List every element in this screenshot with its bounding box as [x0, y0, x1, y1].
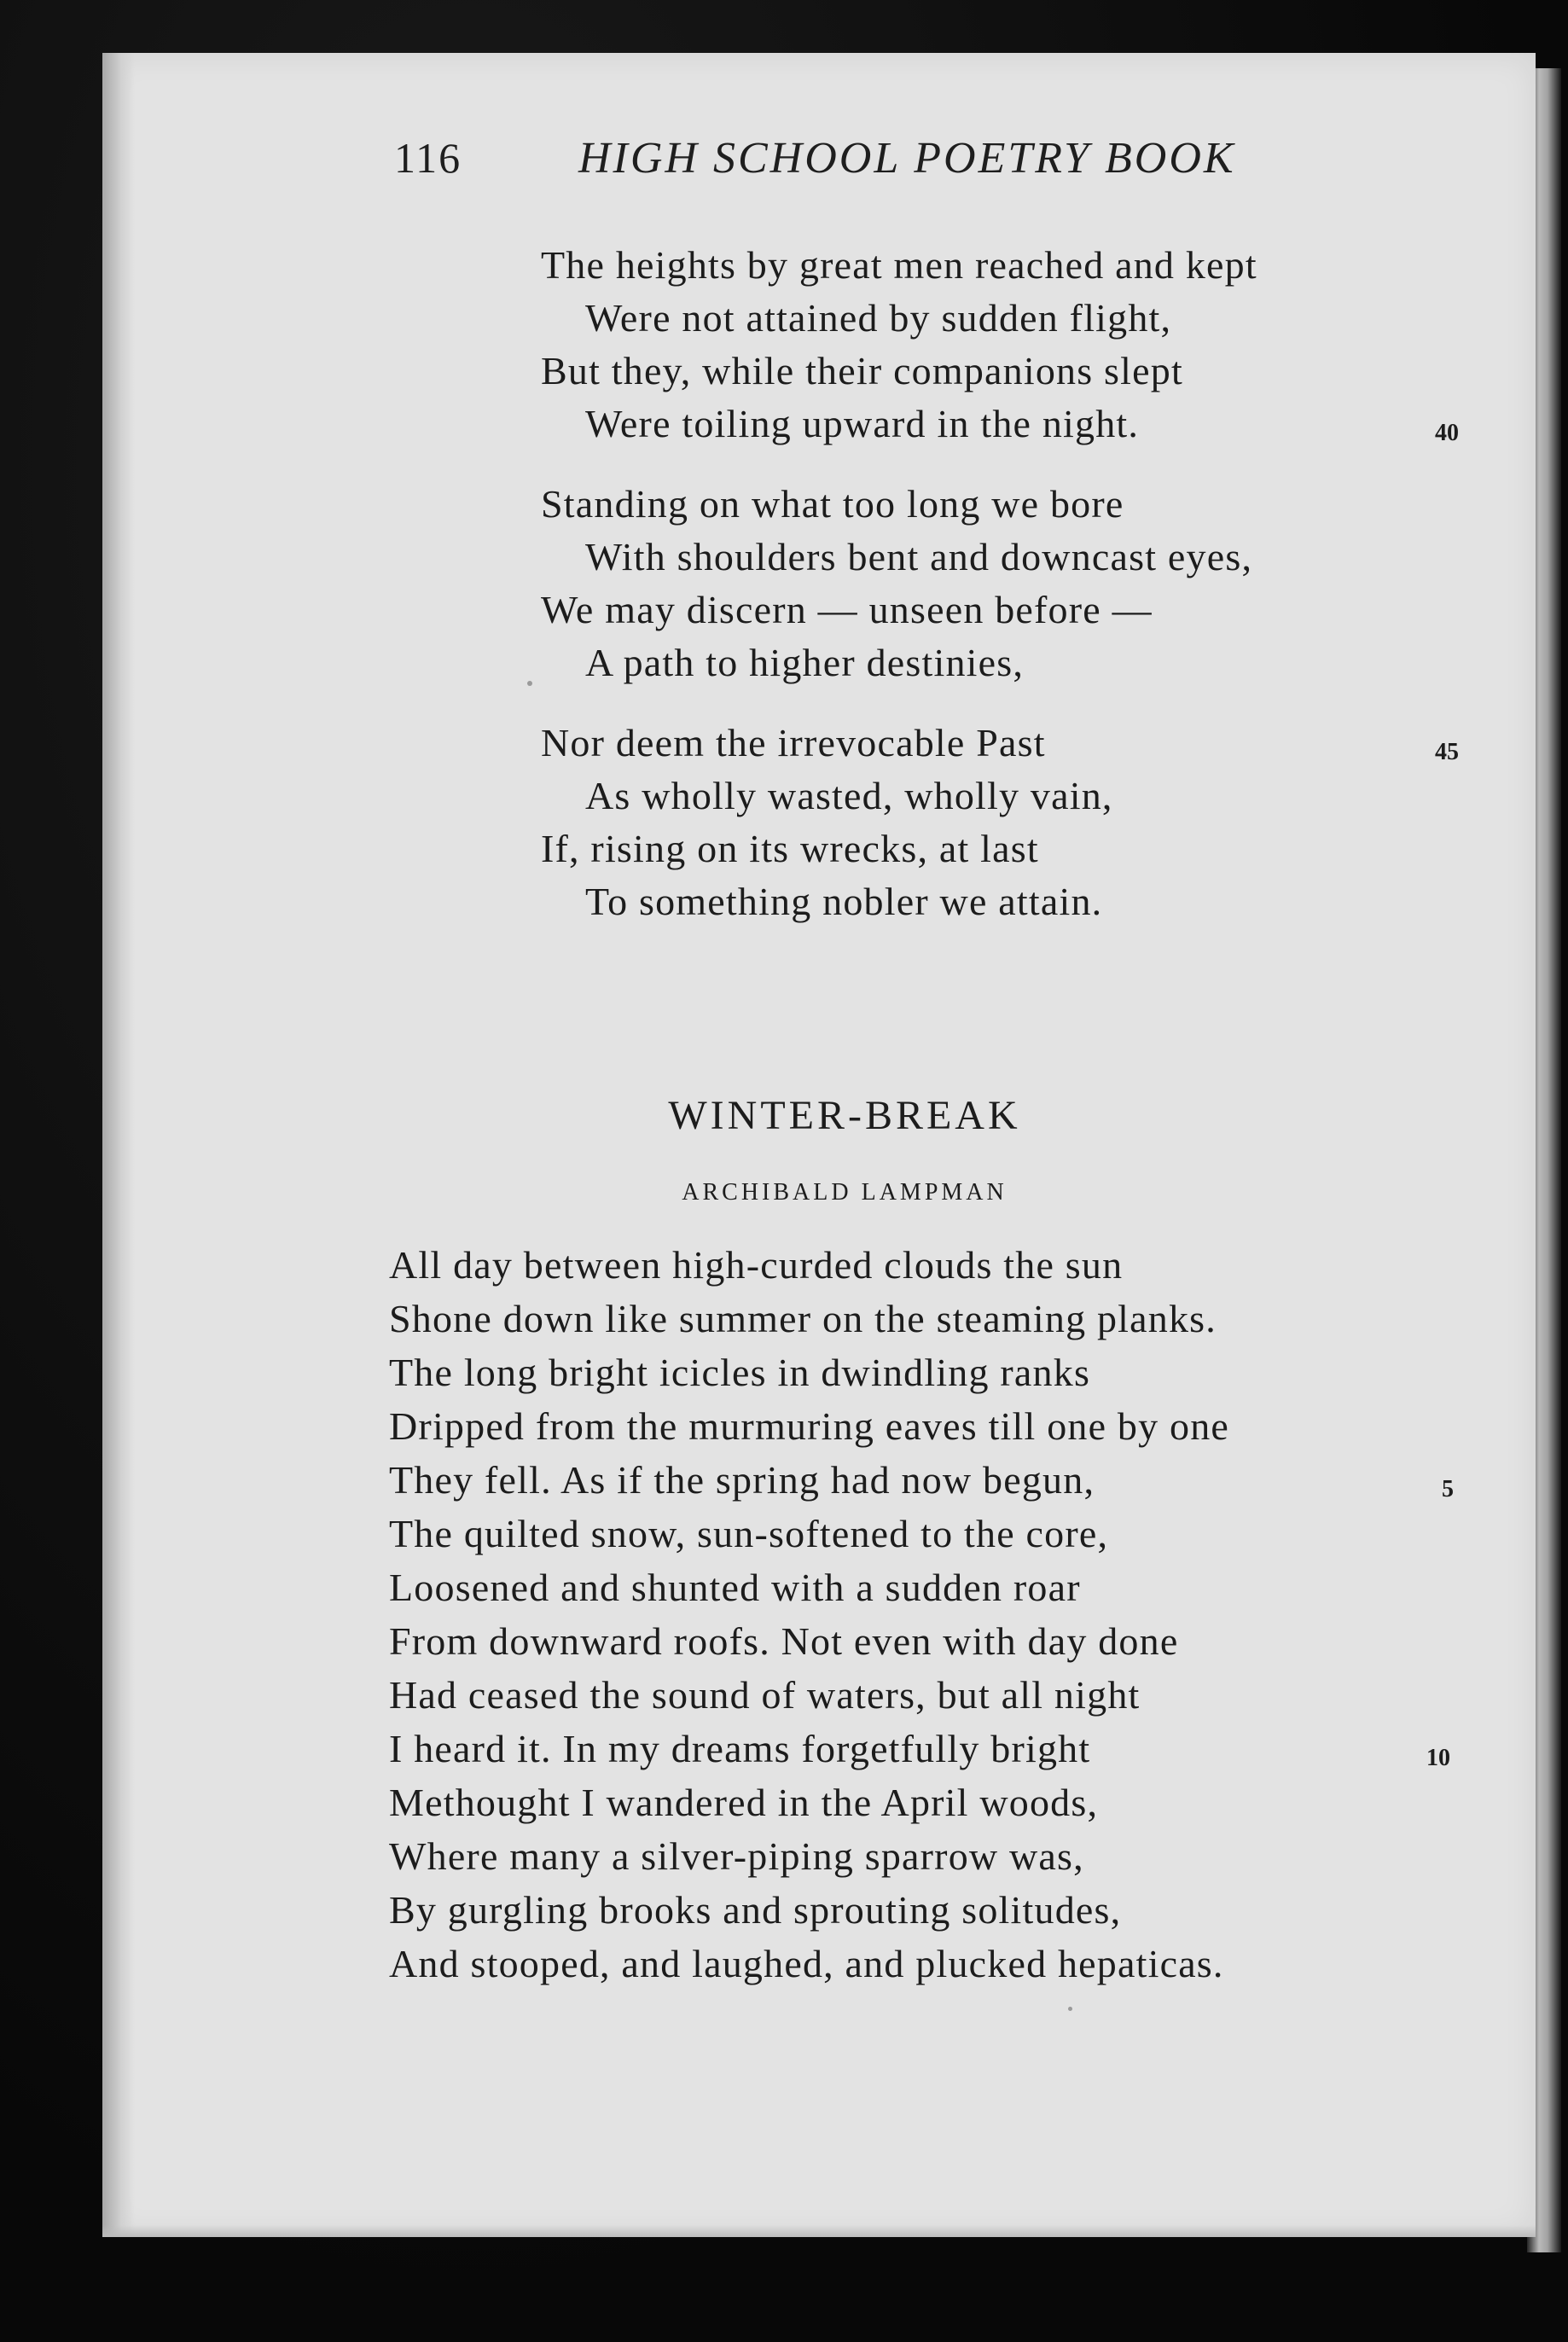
line-number: 45	[1435, 739, 1459, 765]
verse-line: Loosened and shunted with a sudden roar	[389, 1566, 1081, 1609]
verse-line: With shoulders bent and downcast eyes,	[585, 535, 1253, 578]
scan-speck	[1068, 2007, 1072, 2011]
page-bottom-edge	[102, 2225, 1536, 2237]
verse-line: The quilted snow, sun-softened to the core,	[389, 1512, 1109, 1555]
verse-line: A path to higher destinies,	[585, 641, 1025, 684]
verse-line: As wholly wasted, wholly vain,	[585, 774, 1113, 817]
verse-line: All day between high-curded clouds the sun	[389, 1243, 1124, 1287]
verse-line: The heights by great men reached and kept	[541, 243, 1257, 287]
verse-line: Methought I wandered in the April woods,	[389, 1781, 1099, 1824]
page-number: 116	[394, 134, 462, 182]
verse-line: Were not attained by sudden flight,	[585, 296, 1172, 340]
line-number: 5	[1442, 1476, 1454, 1502]
line-number: 10	[1426, 1745, 1450, 1771]
verse-line: If, rising on its wrecks, at last	[541, 827, 1039, 870]
verse-line: And stooped, and laughed, and plucked hepaticas.	[389, 1942, 1224, 1985]
running-head	[102, 128, 1536, 196]
verse-line: They fell. As if the spring had now begun,	[389, 1458, 1095, 1502]
poem-title: WINTER-BREAK	[668, 1093, 1021, 1138]
verse-line: Where many a silver-piping sparrow was,	[389, 1834, 1084, 1878]
verse-line: I heard it. In my dreams forgetfully bright	[389, 1727, 1091, 1770]
scan-speck	[527, 681, 532, 686]
verse-line: Were toiling upward in the night.	[585, 402, 1140, 445]
verse-line: We may discern — unseen before —	[541, 588, 1153, 631]
verse-line: The long bright icicles in dwindling ranks	[389, 1351, 1091, 1394]
book-page	[102, 53, 1536, 2237]
verse-line: Standing on what too long we bore	[541, 482, 1124, 526]
verse-line: Had ceased the sound of waters, but all night	[389, 1673, 1141, 1717]
verse-line: From downward roofs. Not even with day done	[389, 1619, 1179, 1663]
verse-line: But they, while their companions slept	[541, 349, 1183, 392]
verse-line: To something nobler we attain.	[585, 880, 1103, 923]
verse-line: Nor deem the irrevocable Past	[541, 721, 1046, 764]
poem-author: ARCHIBALD LAMPMAN	[682, 1179, 1008, 1206]
line-number: 40	[1435, 420, 1459, 446]
verse-line: Shone down like summer on the steaming planks.	[389, 1297, 1217, 1340]
verse-line: By gurgling brooks and sprouting solitudes,	[389, 1888, 1122, 1932]
verse-line: Dripped from the murmuring eaves till one by one	[389, 1404, 1230, 1448]
book-title: HIGH SCHOOL POETRY BOOK	[578, 134, 1236, 183]
gutter-shadow	[102, 53, 135, 2237]
